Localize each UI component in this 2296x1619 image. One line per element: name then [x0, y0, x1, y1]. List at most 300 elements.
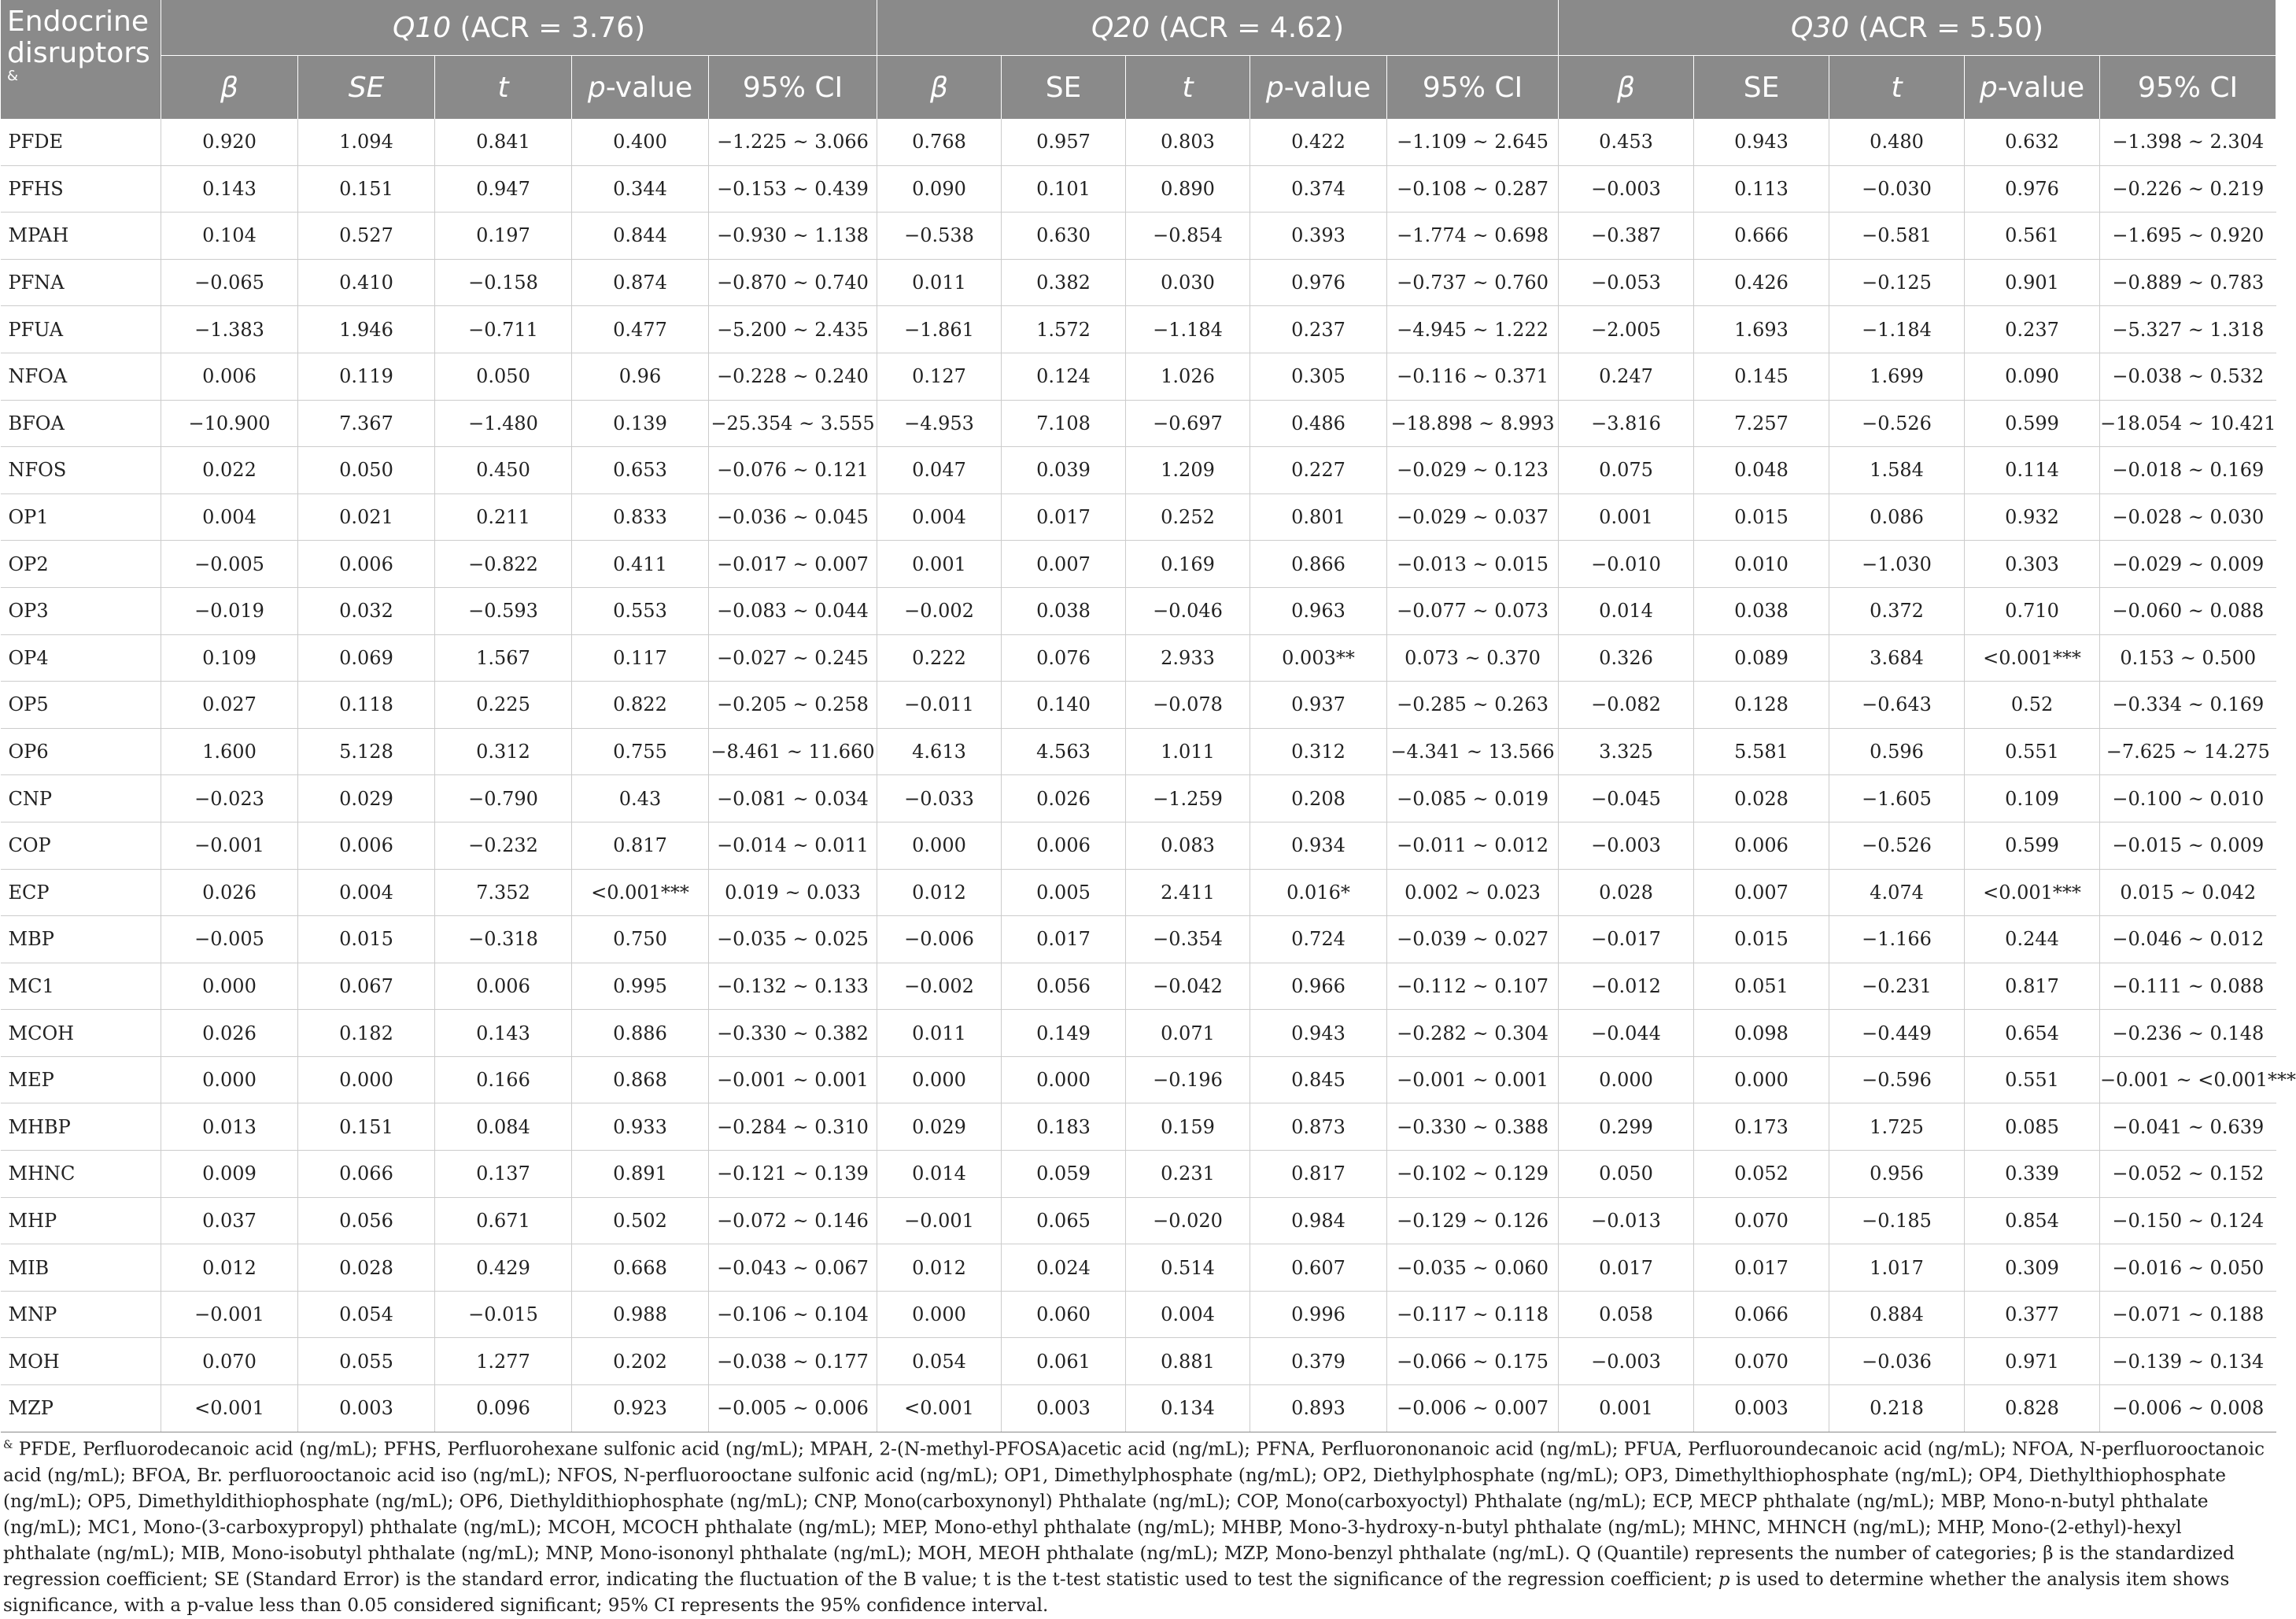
table-cell: −0.354 [1126, 916, 1250, 963]
table-cell: 0.453 [1559, 119, 1694, 165]
table-cell: 0.222 [877, 634, 1002, 682]
table-cell: −0.001 ~ 0.001 [1387, 1056, 1559, 1103]
table-cell: 0.208 [1250, 775, 1387, 822]
table-cell: 0.124 [1002, 353, 1126, 400]
table-cell: −10.900 [161, 400, 298, 447]
table-cell: 1.094 [298, 119, 435, 165]
table-cell: 0.000 [161, 963, 298, 1010]
table-cell: −0.790 [435, 775, 572, 822]
table-cell: 1.017 [1829, 1244, 1965, 1292]
table-cell: 0.090 [877, 165, 1002, 213]
table-cell: 0.017 [1002, 493, 1126, 541]
table-cell: 3.684 [1829, 634, 1965, 682]
table-cell: −0.019 [161, 587, 298, 634]
row-label: OP5 [1, 682, 161, 729]
table-cell: 0.028 [298, 1244, 435, 1292]
table-cell: 0.339 [1965, 1151, 2100, 1198]
table-row [1, 634, 2276, 682]
table-cell: <0.001*** [1965, 634, 2100, 682]
row-label: MHNC [1, 1151, 161, 1198]
table-cell: −0.042 [1126, 963, 1250, 1010]
table-cell: 0.886 [572, 1010, 709, 1057]
table-cell: 0.151 [298, 165, 435, 213]
table-cell: 7.108 [1002, 400, 1126, 447]
table-cell: −0.125 [1829, 259, 1965, 306]
table-cell: −1.774 ~ 0.698 [1387, 213, 1559, 260]
table-cell: 0.015 [298, 916, 435, 963]
table-cell: 0.024 [1002, 1244, 1126, 1292]
table-cell: −0.538 [877, 213, 1002, 260]
table-cell: −0.003 [1559, 1338, 1694, 1385]
table-cell: −0.017 ~ 0.007 [709, 541, 877, 588]
table-cell: 0.868 [572, 1056, 709, 1103]
table-cell: −1.861 [877, 306, 1002, 353]
table-row [1, 1338, 2276, 1385]
row-label: ECP [1, 869, 161, 916]
table-cell: 0.070 [1694, 1338, 1829, 1385]
table-cell: −0.226 ~ 0.219 [2100, 165, 2276, 213]
table-cell: −0.012 [1559, 963, 1694, 1010]
table-cell: −0.046 ~ 0.012 [2100, 916, 2276, 963]
table-header [1, 0, 2276, 119]
table-cell: 0.841 [435, 119, 572, 165]
table-cell: −0.029 ~ 0.037 [1387, 493, 1559, 541]
table-cell: 0.006 [298, 822, 435, 869]
table-cell: 0.058 [1559, 1291, 1694, 1338]
table-cell: 0.114 [1965, 447, 2100, 494]
table-cell: −0.001 [877, 1197, 1002, 1244]
table-cell: −0.111 ~ 0.088 [2100, 963, 2276, 1010]
table-cell: −0.072 ~ 0.146 [709, 1197, 877, 1244]
table-cell: 0.015 [1694, 916, 1829, 963]
row-label: MHBP [1, 1103, 161, 1151]
table-cell: 0.076 [1002, 634, 1126, 682]
table-cell: −0.330 ~ 0.382 [709, 1010, 877, 1057]
table-cell: 0.017 [1694, 1244, 1829, 1292]
table-cell: 0.139 [572, 400, 709, 447]
table-cell: 0.382 [1002, 259, 1126, 306]
table-cell: 0.312 [435, 728, 572, 775]
table-row [1, 1103, 2276, 1151]
table-cell: −0.930 ~ 1.138 [709, 213, 877, 260]
table-cell: −0.030 [1829, 165, 1965, 213]
row-label: MCOH [1, 1010, 161, 1057]
table-cell: 0.599 [1965, 400, 2100, 447]
table-cell: 0.038 [1694, 587, 1829, 634]
table-cell: 0.755 [572, 728, 709, 775]
row-label: CNP [1, 775, 161, 822]
table-cell: 0.768 [877, 119, 1002, 165]
table-cell: 0.113 [1694, 165, 1829, 213]
table-cell: −0.029 ~ 0.123 [1387, 447, 1559, 494]
table-cell: 0.377 [1965, 1291, 2100, 1338]
table-cell: 2.411 [1126, 869, 1250, 916]
table-cell: 0.237 [1250, 306, 1387, 353]
table-cell: 0.429 [435, 1244, 572, 1292]
table-cell: 0.066 [1694, 1291, 1829, 1338]
table-cell: 0.920 [161, 119, 298, 165]
table-cell: 0.551 [1965, 728, 2100, 775]
table-cell: 0.724 [1250, 916, 1387, 963]
table-cell: 0.002 ~ 0.023 [1387, 869, 1559, 916]
table-cell: −4.953 [877, 400, 1002, 447]
row-label: NFOS [1, 447, 161, 494]
table-cell: 0.050 [1559, 1151, 1694, 1198]
table-cell: 0.001 [877, 541, 1002, 588]
table-cell: 0.237 [1965, 306, 2100, 353]
table-cell: 0.956 [1829, 1151, 1965, 1198]
table-cell: −0.060 ~ 0.088 [2100, 587, 2276, 634]
table-cell: 0.933 [572, 1103, 709, 1151]
table-cell: 0.000 [1694, 1056, 1829, 1103]
row-label: OP4 [1, 634, 161, 682]
table-cell: 0.060 [1002, 1291, 1126, 1338]
table-cell: −0.870 ~ 0.740 [709, 259, 877, 306]
table-cell: 0.070 [1694, 1197, 1829, 1244]
table-cell: 1.209 [1126, 447, 1250, 494]
row-label: MZP [1, 1385, 161, 1432]
table-cell: −0.102 ~ 0.129 [1387, 1151, 1559, 1198]
table-cell: −0.449 [1829, 1010, 1965, 1057]
table-cell: −0.106 ~ 0.104 [709, 1291, 877, 1338]
table-cell: 0.426 [1694, 259, 1829, 306]
table-cell: 0.137 [435, 1151, 572, 1198]
table-cell: 0.817 [1965, 963, 2100, 1010]
row-label: MC1 [1, 963, 161, 1010]
table-row [1, 1151, 2276, 1198]
table-row [1, 775, 2276, 822]
table-cell: 2.933 [1126, 634, 1250, 682]
table-cell: 0.225 [435, 682, 572, 729]
row-label: MOH [1, 1338, 161, 1385]
table-cell: 0.480 [1829, 119, 1965, 165]
table-cell: 0.169 [1126, 541, 1250, 588]
table-cell: 0.101 [1002, 165, 1126, 213]
table-cell: 0.305 [1250, 353, 1387, 400]
header-beta-q10: β [161, 56, 298, 120]
table-cell: 0.117 [572, 634, 709, 682]
table-cell: 0.013 [161, 1103, 298, 1151]
table-cell: 0.450 [435, 447, 572, 494]
table-cell: 0.019 ~ 0.033 [709, 869, 877, 916]
table-cell: 0.004 [1126, 1291, 1250, 1338]
table-cell: −0.014 ~ 0.011 [709, 822, 877, 869]
table-cell: −0.077 ~ 0.073 [1387, 587, 1559, 634]
table-cell: −0.158 [435, 259, 572, 306]
table-cell: −0.028 ~ 0.030 [2100, 493, 2276, 541]
table-cell: −0.046 [1126, 587, 1250, 634]
table-row [1, 1385, 2276, 1432]
table-cell: 0.098 [1694, 1010, 1829, 1057]
table-cell: 0.299 [1559, 1103, 1694, 1151]
table-cell: 0.118 [298, 682, 435, 729]
table-cell: 0.011 [877, 1010, 1002, 1057]
table-cell: 7.257 [1694, 400, 1829, 447]
table-cell: 0.015 [1694, 493, 1829, 541]
table-cell: 0.089 [1694, 634, 1829, 682]
table-cell: 3.325 [1559, 728, 1694, 775]
table-cell: −0.082 [1559, 682, 1694, 729]
table-cell: −0.006 [877, 916, 1002, 963]
table-cell: 0.197 [435, 213, 572, 260]
table-cell: −0.100 ~ 0.010 [2100, 775, 2276, 822]
table-row [1, 541, 2276, 588]
row-label: PFDE [1, 119, 161, 165]
table-cell: 0.400 [572, 119, 709, 165]
footnote-p: p [1718, 1569, 1730, 1590]
table-cell: 0.486 [1250, 400, 1387, 447]
table-cell: 0.039 [1002, 447, 1126, 494]
table-cell: 0.844 [572, 213, 709, 260]
table-cell: −0.017 [1559, 916, 1694, 963]
table-row [1, 1056, 2276, 1103]
row-label: BFOA [1, 400, 161, 447]
table-cell: −0.117 ~ 0.118 [1387, 1291, 1559, 1338]
header-p-q10: p-value [572, 56, 709, 120]
table-cell: 0.003 [1694, 1385, 1829, 1432]
table-cell: −0.121 ~ 0.139 [709, 1151, 877, 1198]
table-cell: 0.344 [572, 165, 709, 213]
table-cell: −0.038 ~ 0.532 [2100, 353, 2276, 400]
table-cell: −0.013 ~ 0.015 [1387, 541, 1559, 588]
table-cell: −0.006 ~ 0.007 [1387, 1385, 1559, 1432]
table-cell: 0.003** [1250, 634, 1387, 682]
table-cell: −1.259 [1126, 775, 1250, 822]
table-cell: 0.084 [435, 1103, 572, 1151]
table-cell: 0.173 [1694, 1103, 1829, 1151]
table-cell: 0.067 [298, 963, 435, 1010]
row-label: OP3 [1, 587, 161, 634]
table-cell: 0.828 [1965, 1385, 2100, 1432]
table-cell: 0.822 [572, 682, 709, 729]
table-cell: −1.184 [1126, 306, 1250, 353]
table-cell: 0.070 [161, 1338, 298, 1385]
table-cell: 0.947 [435, 165, 572, 213]
table-cell: 0.943 [1250, 1010, 1387, 1057]
table-cell: 1.026 [1126, 353, 1250, 400]
table-cell: 0.109 [161, 634, 298, 682]
table-cell: 0.873 [1250, 1103, 1387, 1151]
table-cell: 0.127 [877, 353, 1002, 400]
table-cell: −0.003 [1559, 165, 1694, 213]
table-row [1, 869, 2276, 916]
table-cell: 5.128 [298, 728, 435, 775]
table-cell: 0.022 [161, 447, 298, 494]
table-cell: 0.038 [1002, 587, 1126, 634]
table-cell: −0.052 ~ 0.152 [2100, 1151, 2276, 1198]
table-cell: 0.561 [1965, 213, 2100, 260]
table-cell: 0.054 [877, 1338, 1002, 1385]
table-cell: 0.202 [572, 1338, 709, 1385]
table-cell: −0.112 ~ 0.107 [1387, 963, 1559, 1010]
table-cell: 0.599 [1965, 822, 2100, 869]
table-cell: −0.285 ~ 0.263 [1387, 682, 1559, 729]
row-label: OP6 [1, 728, 161, 775]
table-cell: −0.526 [1829, 400, 1965, 447]
table-cell: 0.006 [435, 963, 572, 1010]
table-cell: 0.145 [1694, 353, 1829, 400]
table-cell: 0.312 [1250, 728, 1387, 775]
table-cell: 1.584 [1829, 447, 1965, 494]
table-cell: 0.071 [1126, 1010, 1250, 1057]
table-cell: 0.016* [1250, 869, 1387, 916]
table-cell: 0.393 [1250, 213, 1387, 260]
table-cell: 0.001 [1559, 493, 1694, 541]
table-cell: 0.065 [1002, 1197, 1126, 1244]
table-cell: 0.750 [572, 916, 709, 963]
table-cell: 0.374 [1250, 165, 1387, 213]
table-cell: 0.015 ~ 0.042 [2100, 869, 2276, 916]
table-cell: −0.005 [161, 916, 298, 963]
row-label: PFHS [1, 165, 161, 213]
table-cell: 0.410 [298, 259, 435, 306]
table-cell: 0.030 [1126, 259, 1250, 306]
table-cell: −4.945 ~ 1.222 [1387, 306, 1559, 353]
table-cell: 0.923 [572, 1385, 709, 1432]
table-cell: 0.000 [298, 1056, 435, 1103]
table-cell: −1.030 [1829, 541, 1965, 588]
table-cell: 0.048 [1694, 447, 1829, 494]
row-label: COP [1, 822, 161, 869]
table-cell: 0.004 [298, 869, 435, 916]
table-row [1, 822, 2276, 869]
table-cell: 0.000 [1002, 1056, 1126, 1103]
table-cell: 0.009 [161, 1151, 298, 1198]
table-cell: 0.026 [161, 1010, 298, 1057]
table-cell: 0.143 [435, 1010, 572, 1057]
table-cell: −25.354 ~ 3.555 [709, 400, 877, 447]
table-cell: 0.379 [1250, 1338, 1387, 1385]
table-cell: 0.976 [1965, 165, 2100, 213]
table-cell: 0.218 [1829, 1385, 1965, 1432]
table-cell: 0.055 [298, 1338, 435, 1385]
row-label: NFOA [1, 353, 161, 400]
table-cell: 0.104 [161, 213, 298, 260]
table-cell: −0.071 ~ 0.188 [2100, 1291, 2276, 1338]
header-beta-q30: β [1559, 56, 1694, 120]
table-cell: 1.567 [435, 634, 572, 682]
table-cell: −0.205 ~ 0.258 [709, 682, 877, 729]
table-cell: −1.695 ~ 0.920 [2100, 213, 2276, 260]
row-label: MBP [1, 916, 161, 963]
table-row [1, 1291, 2276, 1338]
table-cell: −0.043 ~ 0.067 [709, 1244, 877, 1292]
table-cell: 0.010 [1694, 541, 1829, 588]
table-cell: −0.044 [1559, 1010, 1694, 1057]
table-cell: −0.001 [161, 1291, 298, 1338]
row-label: MPAH [1, 213, 161, 260]
table-cell: 1.946 [298, 306, 435, 353]
table-cell: −0.020 [1126, 1197, 1250, 1244]
table-cell: −0.039 ~ 0.027 [1387, 916, 1559, 963]
table-cell: 0.066 [298, 1151, 435, 1198]
table-cell: −0.013 [1559, 1197, 1694, 1244]
row-label: OP1 [1, 493, 161, 541]
table-cell: 0.134 [1126, 1385, 1250, 1432]
footnote-text-1: PFDE, Perfluorodecanoic acid (ng/mL); PFHS, Perfluorohexane sulfonic acid (ng/mL); MPAH, 2-(N-methyl-PFOSA)acetic acid (ng/mL); PFNA, Perfluorononanoic acid (ng/mL); PFUA, Perfluoroundecanoic acid (ng/mL); NFOA, N-perfluorooctanoic acid (ng/mL); BFOA, Br. perfluorooctanoic acid iso (ng/mL); NFOS, N-perfluorooctane sulfonic acid (ng/mL); OP1, Dimethylphosphate (ng/mL); OP2, Diethylphosphate (ng/mL); OP3, Dimethylthiophosphate (ng/mL); OP4, Diethylthiophosphate (ng/mL); OP5, Dimethyldithiophosphate (ng/mL); OP6, Diethyldithiophosphate (ng/mL); CNP, Mono(carboxynonyl) Phthalate (ng/mL); COP, Mono(carboxyoctyl) Phthalate (ng/mL); ECP, MECP phthalate (ng/mL); MBP, Mono-n-butyl phthalate (ng/mL); MC1, Mono-(3-carboxypropyl) phthalate (ng/mL); MCOH, MCOCH phthalate (ng/mL); MEP, Mono-ethyl phthalate (ng/mL); MHBP, Mono-3-hydroxy-n-butyl phthalate (ng/mL); MHNC, MHNCH (ng/mL); MHP, Mono-(2-ethyl)-hexyl phthalate (ng/mL); MIB, Mono-isobutyl phthalate (ng/mL); MNP, Mono-isononyl phthalate (ng/mL); MOH, MEOH phthalate (ng/mL); MZP, Mono-benzyl phthalate (ng/mL). Q (Quantile) represents the number of categories; β is the standardized regression coefficient; SE (Standard Error) is the standard error, indicating the fluctuation of the B value; t is the t-test statistic used to test the significance of the regression coefficient; [3, 1439, 2265, 1590]
table-cell: 0.017 [1559, 1244, 1694, 1292]
table-cell: 0.957 [1002, 119, 1126, 165]
table-cell: −0.228 ~ 0.240 [709, 353, 877, 400]
row-label: OP2 [1, 541, 161, 588]
footnote-mark: & [3, 1439, 13, 1451]
header-beta-q20: β [877, 56, 1002, 120]
table-row [1, 165, 2276, 213]
table-cell: −0.318 [435, 916, 572, 963]
table-cell: 0.004 [161, 493, 298, 541]
table-cell: −0.711 [435, 306, 572, 353]
table-cell: 0.326 [1559, 634, 1694, 682]
table-cell: 0.182 [298, 1010, 435, 1057]
row-label: PFNA [1, 259, 161, 306]
table-cell: −4.341 ~ 13.566 [1387, 728, 1559, 775]
table-cell: 0.069 [298, 634, 435, 682]
table-cell: −0.593 [435, 587, 572, 634]
header-group-q10: Q10 (ACR = 3.76) [161, 0, 877, 56]
table-cell: 0.109 [1965, 775, 2100, 822]
table-cell: 0.943 [1694, 119, 1829, 165]
table-cell: 0.000 [877, 1056, 1002, 1103]
table-cell: 0.005 [1002, 869, 1126, 916]
table-cell: −0.036 ~ 0.045 [709, 493, 877, 541]
table-cell: −0.185 [1829, 1197, 1965, 1244]
table-cell: 0.056 [1002, 963, 1126, 1010]
table-cell: −0.153 ~ 0.439 [709, 165, 877, 213]
table-cell: 0.211 [435, 493, 572, 541]
table-cell: −0.005 [161, 541, 298, 588]
table-cell: 0.502 [572, 1197, 709, 1244]
table-cell: 0.971 [1965, 1338, 2100, 1385]
table-cell: 0.411 [572, 541, 709, 588]
table-cell: 0.047 [877, 447, 1002, 494]
table-cell: 0.143 [161, 165, 298, 213]
table-cell: 0.966 [1250, 963, 1387, 1010]
table-cell: 0.014 [877, 1151, 1002, 1198]
table-cell: 0.995 [572, 963, 709, 1010]
table-cell: 0.934 [1250, 822, 1387, 869]
table-cell: 0.017 [1002, 916, 1126, 963]
row-label: PFUA [1, 306, 161, 353]
table-cell: −0.053 [1559, 259, 1694, 306]
table-cell: 0.881 [1126, 1338, 1250, 1385]
table-cell: 0.514 [1126, 1244, 1250, 1292]
table-cell: 0.012 [161, 1244, 298, 1292]
table-row [1, 963, 2276, 1010]
table-cell: −0.066 ~ 0.175 [1387, 1338, 1559, 1385]
table-cell: 1.693 [1694, 306, 1829, 353]
table-cell: 0.052 [1694, 1151, 1829, 1198]
table-cell: 0.252 [1126, 493, 1250, 541]
table-cell: 0.630 [1002, 213, 1126, 260]
table-cell: 0.303 [1965, 541, 2100, 588]
table-footnote [3, 1432, 2271, 1619]
table-cell: −0.002 [877, 963, 1002, 1010]
header-endocrine-disruptors: Endocrine disruptors & [1, 0, 161, 119]
table-row [1, 259, 2276, 306]
table-cell: 0.817 [1250, 1151, 1387, 1198]
table-cell: 0.000 [877, 822, 1002, 869]
table-cell: 0.653 [572, 447, 709, 494]
table-cell: −1.166 [1829, 916, 1965, 963]
table-cell: 0.596 [1829, 728, 1965, 775]
table-cell: 0.000 [161, 1056, 298, 1103]
table-cell: −1.109 ~ 2.645 [1387, 119, 1559, 165]
table-cell: 0.085 [1965, 1103, 2100, 1151]
table-cell: −0.015 ~ 0.009 [2100, 822, 2276, 869]
header-se-q30: SE [1694, 56, 1829, 120]
table-cell: 0.151 [298, 1103, 435, 1151]
table-cell: −0.889 ~ 0.783 [2100, 259, 2276, 306]
